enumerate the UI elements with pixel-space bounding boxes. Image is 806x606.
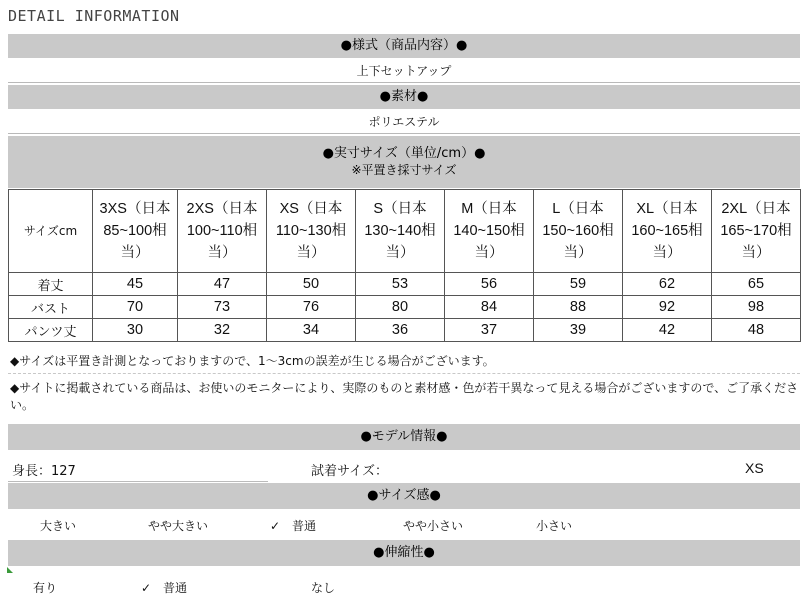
table-row: [9, 273, 801, 296]
size-col-header: XL（日本160~165相当）: [623, 190, 712, 273]
table-cell: 36: [356, 319, 445, 342]
stretch-option: 有り: [33, 581, 58, 595]
size-col-header: 2XL（日本165~170相当）: [712, 190, 801, 273]
table-cell: 53: [356, 273, 445, 296]
fit-heading: ●サイズ感●: [8, 483, 800, 509]
divider: [8, 373, 800, 374]
size-heading-line1: ●実寸サイズ（単位/cm）●: [322, 146, 486, 161]
model-size-value: XS: [745, 460, 764, 476]
table-cell: 45: [93, 273, 178, 296]
table-cell: 32: [178, 319, 267, 342]
material-value: ポリエステル: [8, 111, 800, 134]
model-info-row: [8, 455, 800, 481]
row-label: バスト: [9, 296, 93, 319]
material-heading: ●素材●: [8, 85, 800, 109]
fit-option: やや小さい: [403, 519, 464, 533]
size-table: [8, 189, 801, 342]
table-cell: 70: [93, 296, 178, 319]
row-label: パンツ丈: [9, 319, 93, 342]
page-title: DETAIL INFORMATION: [8, 7, 180, 25]
size-col-header: L（日本150~160相当）: [534, 190, 623, 273]
style-value: 上下セットアップ: [8, 60, 800, 83]
table-cell: 84: [445, 296, 534, 319]
stretch-option: なし: [311, 581, 336, 595]
size-col-header: S（日本130~140相当）: [356, 190, 445, 273]
table-cell: 73: [178, 296, 267, 319]
model-height: 身長：127: [12, 464, 76, 479]
table-cell: 56: [445, 273, 534, 296]
table-cell: 76: [267, 296, 356, 319]
table-cell: 39: [534, 319, 623, 342]
stretch-options: [8, 573, 800, 599]
style-heading: ●様式（商品内容）●: [8, 34, 800, 58]
table-row: [9, 296, 801, 319]
table-cell: 92: [623, 296, 712, 319]
size-col-header: M（日本140~150相当）: [445, 190, 534, 273]
table-cell: 37: [445, 319, 534, 342]
size-col-header: 3XS（日本85~100相当）: [93, 190, 178, 273]
stretch-option-selected: ✓ 普通: [141, 581, 188, 595]
table-cell: 30: [93, 319, 178, 342]
table-cell: 47: [178, 273, 267, 296]
table-cell: 59: [534, 273, 623, 296]
fit-option: 小さい: [536, 519, 573, 533]
table-cell: 62: [623, 273, 712, 296]
fit-option: やや大きい: [148, 519, 209, 533]
table-cell: 80: [356, 296, 445, 319]
table-cell: 98: [712, 296, 801, 319]
table-cell: 65: [712, 273, 801, 296]
stretch-heading: ●伸縮性●: [8, 540, 800, 566]
fit-option: 大きい: [40, 519, 77, 533]
note-measurement: ◆サイズは平置き計測となっておりますので、1〜3cmの誤差が生じる場合がございます。: [10, 354, 495, 368]
table-cell: 34: [267, 319, 356, 342]
size-col-header: 2XS（日本100~110相当）: [178, 190, 267, 273]
fit-options: [8, 511, 800, 537]
size-col-header: XS（日本110~130相当）: [267, 190, 356, 273]
size-table-corner: サイズcm: [9, 190, 93, 273]
table-row: [9, 319, 801, 342]
row-label: 着丈: [9, 273, 93, 296]
size-heading-line2: ※平置き採寸サイズ: [351, 163, 457, 177]
note-monitor: ◆サイトに掲載されている商品は、お使いのモニターにより、実際のものと素材感・色が若干異なって見える場合がございますので、ご了承ください。: [10, 381, 799, 412]
table-cell: 88: [534, 296, 623, 319]
fit-option-selected: ✓ 普通: [270, 519, 317, 533]
table-cell: 48: [712, 319, 801, 342]
size-table-header-row: [9, 190, 801, 273]
size-heading: [8, 136, 800, 188]
model-heading: ●モデル情報●: [8, 424, 800, 450]
table-cell: 42: [623, 319, 712, 342]
table-cell: 50: [267, 273, 356, 296]
divider: [8, 481, 268, 482]
model-size-label: 試着サイズ：: [311, 464, 388, 479]
